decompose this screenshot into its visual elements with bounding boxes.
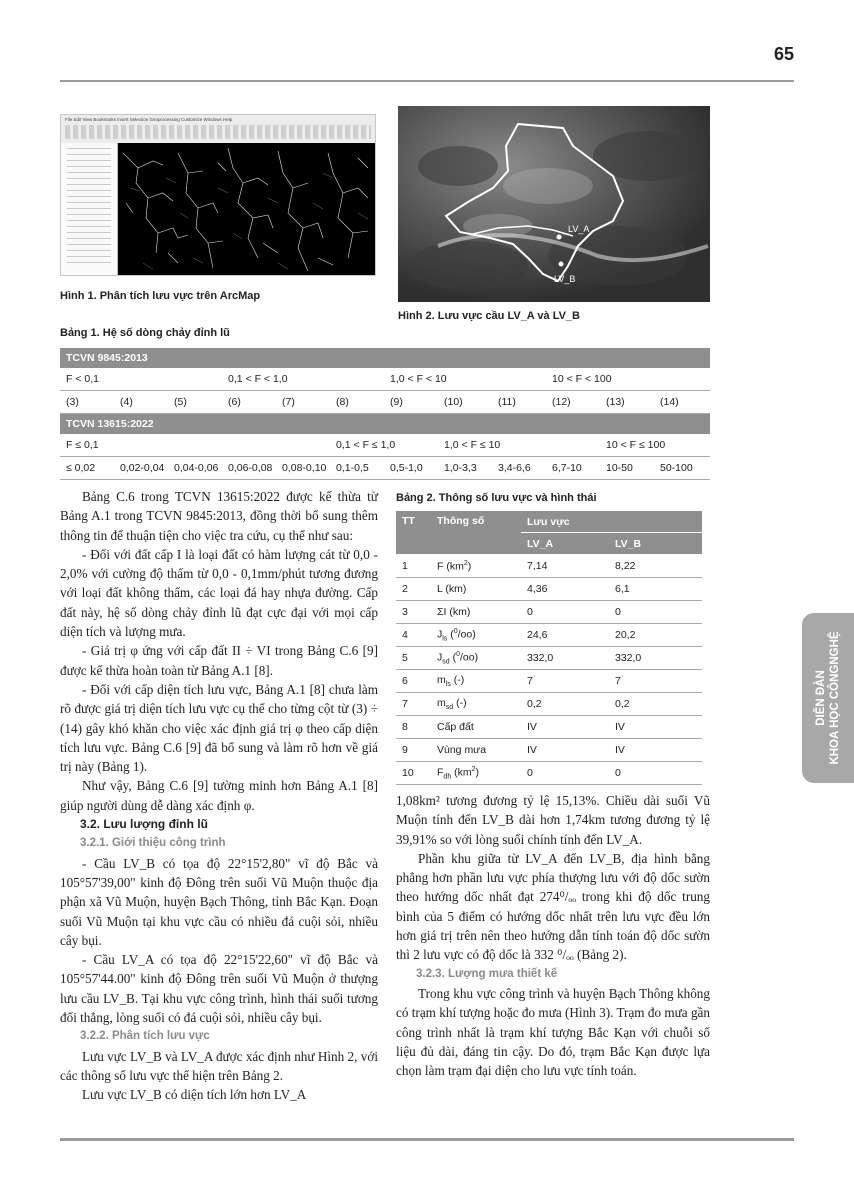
figure1-caption: Hình 1. Phân tích lưu vực trên ArcMap (60, 290, 261, 302)
section-side-tab (802, 613, 854, 783)
paragraph: 1,08km² tương đương tỷ lệ 15,13%. Chiều dài suối Vũ Muộn tính đến LV_B dài hơn 1,74km tương đương tỷ lệ 39,91% so với lòng suối chính tính đến LV_A. (396, 793, 710, 847)
subsection-heading: 3.2.1. Giới thiệu công trình (80, 837, 226, 850)
side-tab-line1: DIỄN ĐÀN (815, 670, 827, 726)
table-row: 3 ΣI (km) 0 0 (396, 601, 702, 624)
table-row: ≤ 0,02 0,02-0,04 0,04-0,06 0,06-0,08 0,08-0,10 0,1-0,5 0,5-1,0 1,0-3,3 3,4-6,6 6,7-10 10-50 50-100 (60, 457, 710, 480)
paragraph: Trong khu vực công trình và huyện Bạch Thông không có trạm khí tượng hoặc đo mưa (Hình 3). Trạm đo mưa gần công trình nhất là trạm khí tượng Bắc Kạn với chuỗi số liệu đủ dài, đáng tin cậy. Do đó, trạm Bắc Kạn được lựa chọn làm trạm đại diện cho lưu vực tính toán. (396, 985, 710, 1079)
arcmap-table-of-contents (61, 143, 118, 275)
paragraph: Lưu vực LV_B có diện tích lớn hơn LV_A (82, 1087, 307, 1103)
paragraph: Lưu vực LV_B và LV_A được xác định như Hình 2, với các thông số lưu vực thể hiện trên Bảng 2. (60, 1048, 378, 1083)
paragraph: - Giá trị φ ứng với cấp đất II ÷ VI trong Bảng C.6 [9] được kế thừa hoàn toàn từ Bảng A.1 [8]. (60, 643, 378, 678)
right-column (396, 791, 710, 1080)
table2 (396, 511, 702, 785)
side-tab-line2: KHOA HỌC CÔNGNGHỆ (829, 631, 841, 765)
header-rule (60, 80, 794, 82)
paragraph: Bảng C.6 trong TCVN 13615:2022 được kế thừa từ Bảng A.1 trong TCVN 9845:2013, đồng thời bổ sung thêm thông tin để thuận tiện cho việc tra cứu, cụ thể như sau: (60, 489, 378, 543)
figure2-caption: Hình 2. Lưu vực cầu LV_A và LV_B (398, 310, 580, 322)
section-heading: 3.2. Lưu lượng đỉnh lũ (80, 817, 208, 832)
table-row: F ≤ 0,1 0,1 < F ≤ 1,0 1,0 < F ≤ 10 10 < F ≤ 100 (60, 434, 710, 457)
table-row: 1 F $(km^2)$ 7,14 8,22 (396, 555, 702, 578)
left-column (60, 487, 378, 1105)
paragraph: Như vậy, Bảng C.6 [9] tường minh hơn Bảng A.1 [8] giúp người dùng dễ dàng xác định φ. (60, 778, 378, 813)
table2-header-row: TT Thông số Lưu vực (396, 511, 702, 533)
table-row: 7 $m_{sd}$ (-) 0,2 0,2 (396, 693, 702, 716)
table1-caption: Bảng 1. Hệ số dòng chảy đỉnh lũ (60, 327, 230, 339)
paragraph: - Đối với cấp diện tích lưu vực, Bảng A.1 [8] chưa làm rõ được giá trị diện tích lưu vực cụ thể cho từng cột từ (3) ÷ (14) gây khó khăn cho việc xác định giá trị φ theo cấp diện tích lưu vực. Bảng C.6 [9] đã bổ sung và làm rõ hơn về giá trị này (Bảng 1). (60, 681, 378, 775)
arcmap-toolbar (65, 125, 371, 139)
table2-header-row: LV_A LV_B (396, 533, 702, 555)
subsection-heading: 3.2.3. Lượng mưa thiết kế (416, 967, 558, 980)
paragraph: - Cầu LV_B có tọa độ 22°15'2,80" vĩ độ Bắc và 105°57'39,00" kinh độ Đông trên suối Vũ Muộn thuộc địa phận xã Vũ Muộn, huyện Bạch Thông, tỉnh Bắc Kạn. Đoạn suối Vũ Muộn tại khu vực cầu có nhiều đá cuội sỏi, nhiều cây bụi. (60, 855, 378, 948)
table-row: 4 $J_{ls}$ ($^0$/oo) 24,6 20,2 (396, 624, 702, 647)
table-row: F < 0,1 0,1 < F < 1,0 1,0 < F < 10 10 < F < 100 (60, 368, 710, 391)
table1-band-tcvn13615: TCVN 13615:2022 (60, 414, 710, 435)
paragraph: Phần khu giữa từ LV_A đến LV_B, địa hình bằng phẳng hơn phần lưu vực phía thượng lưu với độ dốc sườn theo hướng dốc nhất đạt 274⁰/ₒₒ trong khi độ dốc trung bình của 5 điểm có hướng dốc nhất trên lưu vực đều lớn hơn giá trị trên nên theo hướng dẫn tính toán độ dốc sườn thì 2 lưu vực có độ dốc là 332 ⁰/ₒₒ (Bảng 2). (396, 850, 710, 963)
table-row: 9 Vùng mưa IV IV (396, 739, 702, 762)
figure-watershed-satellite (398, 106, 710, 302)
paragraph: - Đối với đất cấp I là loại đất có hàm lượng cát từ 0,0 - 2,0% với cường độ thấm từ 0,0 - 0,1mm/phút tương đương với loại đất không thấm, các loại đá hay nhựa đường. Cấp đất này, hệ số dòng chảy đỉnh lũ đạt cực đại với mọi cấp diện tích và lượng mưa. (60, 546, 378, 640)
table-row: 8 Cấp đất IV IV (396, 716, 702, 739)
table1-band-tcvn9845: TCVN 9845:2013 (60, 348, 710, 368)
footer-rule (60, 1138, 794, 1141)
arcmap-menu: File Edit View Bookmarks Insert Selection Geoprocessing Customize Windows Help (65, 117, 233, 122)
table-row: 6 $m_{ls}$ (-) 7 7 (396, 670, 702, 693)
table1 (60, 348, 710, 480)
table-row: 10 $F_{dh}$ $(km^2)$ 0 0 (396, 762, 702, 785)
table-row: 2 L (km) 4,36 6,1 (396, 578, 702, 601)
table-row: 5 $J_{sd}$ ($^0$/oo) 332,0 332,0 (396, 647, 702, 670)
figure-arcmap (60, 114, 376, 276)
arcmap-menubar (61, 115, 375, 144)
table-row: (3) (4) (5) (6) (7) (8) (9) (10) (11) (12) (13) (14) (60, 391, 710, 414)
arcmap-stream-network-map (118, 143, 375, 275)
subsection-heading: 3.2.2. Phân tích lưu vực (80, 1030, 210, 1043)
label-lv-a: LV_A (568, 224, 590, 234)
paragraph: - Cầu LV_A có tọa độ 22°15'22,60" vĩ độ Bắc và 105°57'44.00" kinh độ Đông trên suối Vũ Muộn ở thượng lưu cầu LV_B. Tại khu vực công trình, hình thái suối tương đối thẳng, lòng suối có đá cuội sỏi, nhiều cây bụi. (60, 952, 378, 1026)
page-number: 65 (773, 44, 794, 64)
label-lv-b: LV_B (554, 274, 576, 284)
table2-caption: Bảng 2. Thông số lưu vực và hình thái (396, 492, 597, 504)
